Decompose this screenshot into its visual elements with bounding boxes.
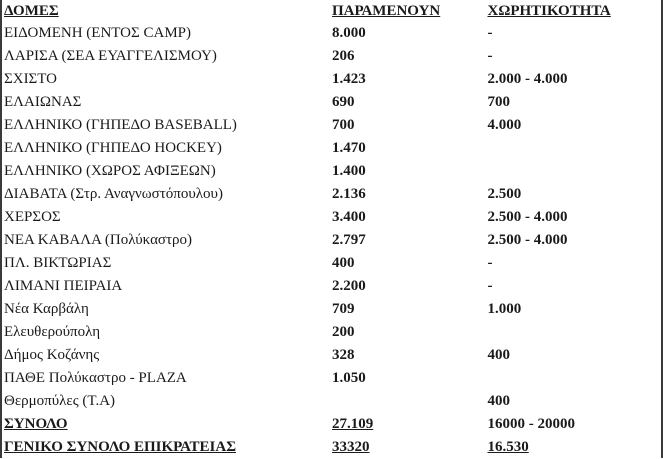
table-row (4, 114, 661, 137)
table-header-row (4, 0, 661, 22)
remaining-value: 328 (332, 347, 355, 363)
structure-name: Ελευθερούπολη (4, 324, 101, 340)
capacity-value: - (487, 48, 493, 64)
structure-name: ΠΑΘΕ Πολύκαστρο - PLAZA (4, 370, 187, 386)
table-row (4, 298, 661, 321)
capacity-value: 2.500 (487, 186, 522, 202)
capacity-value: 700 (487, 94, 510, 110)
structure-name: ΣΧΙΣΤΟ (4, 71, 58, 87)
total-row (4, 413, 661, 436)
grand-total-capacity: 16.530 (487, 439, 529, 455)
remaining-value: 400 (332, 255, 355, 271)
table-row (4, 275, 661, 298)
structure-name: ΕΛΛΗΝΙΚΟ (ΓΗΠΕΔΟ HOCKEY) (4, 140, 222, 156)
remaining-value: 200 (332, 324, 355, 340)
remaining-value: 2.136 (332, 186, 366, 202)
structure-name: ΝΕΑ ΚΑΒΑΛΑ (Πολύκαστρο) (4, 232, 193, 248)
structure-name: ΕΛΑΙΩΝΑΣ (4, 94, 82, 110)
remaining-value: 1.423 (332, 71, 366, 87)
capacity-value: 2.000 - 4.000 (487, 71, 568, 87)
capacity-value (488, 367, 662, 390)
capacity-value: - (487, 255, 493, 271)
structure-name: ΧΕΡΣΟΣ (4, 209, 61, 225)
remaining-value: 206 (332, 48, 355, 64)
table-row (4, 45, 661, 68)
capacity-value: - (487, 25, 493, 41)
shelters-table (4, 0, 661, 459)
table-row (4, 344, 661, 367)
capacity-value: - (487, 278, 493, 294)
capacity-value (488, 321, 662, 344)
remaining-value: 690 (332, 94, 355, 110)
total-capacity: 16000 - 20000 (487, 416, 575, 432)
structure-name: ΕΙΔΟΜΕΝΗ (ΕΝΤΟΣ CAMP) (4, 25, 191, 41)
remaining-value: 2.200 (332, 278, 366, 294)
remaining-value: 3.400 (332, 209, 366, 225)
table-row (4, 160, 661, 183)
table-row (4, 390, 661, 413)
structure-name: ΛΑΡΙΣΑ (ΣΕΑ ΕΥΑΓΓΕΛΙΣΜΟΥ) (4, 48, 217, 64)
grand-total-label: ΓΕΝΙΚΟ ΣΥΝΟΛΟ ΕΠΙΚΡΑΤΕΙΑΣ (4, 439, 236, 455)
table-row (4, 22, 661, 45)
structure-name: Δήμος Κοζάνης (4, 347, 100, 363)
capacity-value: 2.500 - 4.000 (487, 232, 568, 248)
grand-total-row (4, 436, 661, 459)
grand-total-remaining: 33320 (332, 439, 370, 455)
total-remaining: 27.109 (332, 416, 374, 432)
structure-name: Νέα Καρβάλη (4, 301, 89, 317)
remaining-value (332, 390, 488, 413)
table-row (4, 68, 661, 91)
header-capacity: ΧΩΡΗΤΙΚΟΤΗΤΑ (487, 3, 611, 19)
structure-name: ΛΙΜΑΝΙ ΠΕΙΡΑΙΑ (4, 278, 123, 294)
capacity-value (488, 137, 662, 160)
capacity-value: 400 (487, 347, 510, 363)
remaining-value: 700 (332, 117, 355, 133)
table-row (4, 137, 661, 160)
table-row (4, 321, 661, 344)
remaining-value: 8.000 (332, 25, 366, 41)
capacity-value: 400 (487, 393, 510, 409)
remaining-value: 1.050 (332, 370, 366, 386)
structure-name: ΠΛ. ΒΙΚΤΩΡΙΑΣ (4, 255, 112, 271)
header-remaining: ΠΑΡΑΜΕΝΟΥΝ (332, 3, 441, 19)
structure-name: Θερμοπύλες (Τ.Α) (4, 393, 116, 409)
table-row (4, 252, 661, 275)
capacity-value: 2.500 - 4.000 (487, 209, 568, 225)
table-row (4, 91, 661, 114)
structure-name: ΕΛΛΗΝΙΚΟ (ΓΗΠΕΔΟ BASEBALL) (4, 117, 237, 133)
remaining-value: 2.797 (332, 232, 366, 248)
remaining-value: 1.400 (332, 163, 366, 179)
remaining-value: 709 (332, 301, 355, 317)
table-row (4, 367, 661, 390)
capacity-value (488, 160, 662, 183)
capacity-value: 1.000 (487, 301, 522, 317)
table-row (4, 229, 661, 252)
header-structures: ΔΟΜΕΣ (4, 3, 59, 19)
total-label: ΣΥΝΟΛΟ (4, 416, 68, 432)
table-row (4, 206, 661, 229)
table-row (4, 183, 661, 206)
remaining-value: 1.470 (332, 140, 366, 156)
structure-name: ΕΛΛΗΝΙΚΟ (ΧΩΡΟΣ ΑΦΙΞΕΩΝ) (4, 163, 216, 179)
structure-name: ΔΙΑΒΑΤΑ (Στρ. Αναγνωστόπουλου) (4, 186, 223, 202)
capacity-value: 4.000 (487, 117, 522, 133)
